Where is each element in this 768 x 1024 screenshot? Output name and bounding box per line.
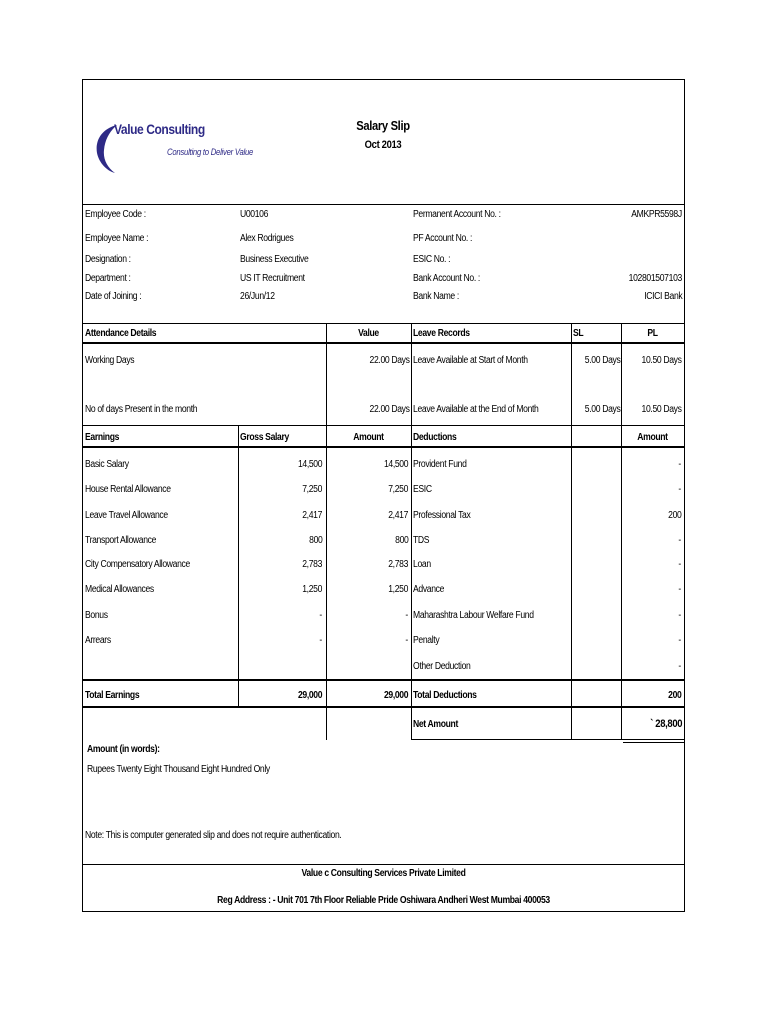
gross-value: 2,783 [302, 559, 322, 570]
gross-value: - [319, 610, 322, 621]
company-logo-name: Value Consulting [114, 121, 205, 137]
column-divider [621, 323, 622, 740]
authentication-note: Note: This is computer generated slip and does not require authentication. [85, 830, 342, 841]
pay-period: Oct 2013 [364, 139, 402, 151]
deduction-amount-header: Amount [637, 432, 668, 443]
leave-label: Leave Available at Start of Month [413, 355, 528, 366]
bank-name-value: ICICI Bank [643, 291, 682, 302]
earnings-header: Earnings [85, 432, 120, 443]
attendance-label: No of days Present in the month [85, 404, 198, 415]
gross-value: 1,250 [302, 584, 322, 595]
pl-value: 10.50 Days [641, 355, 682, 366]
sl-header: SL [573, 328, 584, 339]
employee-code-label: Employee Code : [85, 209, 146, 220]
footer-company-name: Value c Consulting Services Private Limited [301, 868, 466, 879]
attendance-value-header: Value [358, 328, 379, 339]
amount-value: - [405, 635, 408, 646]
deduction-label: Other Deduction [413, 661, 471, 672]
pan-value: AMKPR5598J [631, 209, 682, 220]
deduction-label: Provident Fund [413, 459, 467, 470]
sl-value: 5.00 Days [584, 355, 620, 366]
earning-label: City Compensatory Allowance [85, 559, 190, 570]
leave-records-header: Leave Records [413, 328, 470, 339]
amount-value: - [405, 610, 408, 621]
net-amount-value: ` 28,800 [650, 718, 682, 730]
deduction-value: - [678, 559, 681, 570]
deduction-value: - [678, 584, 681, 595]
amount-value: 7,250 [388, 484, 408, 495]
divider [83, 446, 684, 448]
gross-value: 7,250 [302, 484, 322, 495]
total-deductions-value: 200 [667, 690, 681, 701]
salary-slip [82, 79, 685, 912]
company-logo-tagline: Consulting to Deliver Value [167, 147, 254, 157]
earning-label: Basic Salary [85, 459, 129, 470]
total-deductions-label: Total Deductions [413, 690, 477, 701]
employee-name-label: Employee Name : [85, 233, 149, 244]
total-gross-value: 29,000 [297, 690, 322, 701]
employee-code-value: U00106 [240, 209, 269, 220]
esic-label: ESIC No. : [413, 254, 451, 265]
amount-value: 800 [394, 535, 408, 546]
column-divider [326, 323, 327, 740]
earning-amount-header: Amount [353, 432, 384, 443]
amount-value: 2,417 [388, 510, 408, 521]
page-title: Salary Slip [356, 118, 410, 133]
deduction-value: - [678, 610, 681, 621]
earning-label: Bonus [85, 610, 108, 621]
divider [83, 706, 684, 708]
gross-salary-header: Gross Salary [240, 432, 289, 443]
attendance-value: 22.00 Days [369, 404, 410, 415]
joining-date-label: Date of Joining : [85, 291, 142, 302]
bank-account-value: 102801507103 [628, 273, 682, 284]
leave-label: Leave Available at the End of Month [413, 404, 539, 415]
earning-label: Arrears [85, 635, 111, 646]
deduction-label: Loan [413, 559, 431, 570]
pf-account-label: PF Account No. : [413, 233, 473, 244]
gross-value: - [319, 635, 322, 646]
footer-address: Reg Address : - Unit 701 7th Floor Reliable Pride Oshiwara Andheri West Mumbai 400053 [217, 895, 550, 906]
pl-header: PL [647, 328, 658, 339]
employee-name-value: Alex Rodrigues [240, 233, 294, 244]
amount-value: 2,783 [388, 559, 408, 570]
total-amount-value: 29,000 [383, 690, 408, 701]
divider [83, 342, 684, 344]
department-label: Department : [85, 273, 131, 284]
deduction-label: TDS [413, 535, 430, 546]
gross-value: 800 [308, 535, 322, 546]
amount-value: 14,500 [383, 459, 408, 470]
designation-value: Business Executive [240, 254, 309, 265]
gross-value: 2,417 [302, 510, 322, 521]
attendance-value: 22.00 Days [369, 355, 410, 366]
column-divider [571, 323, 572, 740]
deduction-label: Penalty [413, 635, 440, 646]
amount-in-words-label: Amount (in words): [87, 744, 160, 755]
amount-value: 1,250 [388, 584, 408, 595]
designation-label: Designation : [85, 254, 131, 265]
deductions-header: Deductions [413, 432, 457, 443]
earning-label: Transport Allowance [85, 535, 157, 546]
deduction-label: Advance [413, 584, 445, 595]
sl-value: 5.00 Days [584, 404, 620, 415]
divider [411, 739, 684, 740]
amount-in-words-value: Rupees Twenty Eight Thousand Eight Hundred Only [87, 764, 270, 775]
earning-label: Leave Travel Allowance [85, 510, 168, 521]
column-divider [411, 323, 412, 740]
department-value: US IT Recruitment [240, 273, 305, 284]
deduction-value: 200 [667, 510, 681, 521]
deduction-value: - [678, 661, 681, 672]
deduction-value: - [678, 635, 681, 646]
bank-name-label: Bank Name : [413, 291, 459, 302]
deduction-value: - [678, 459, 681, 470]
pl-value: 10.50 Days [641, 404, 682, 415]
divider [83, 323, 684, 324]
earning-label: Medical Allowances [85, 584, 154, 595]
gross-value: 14,500 [297, 459, 322, 470]
pan-label: Permanent Account No. : [413, 209, 501, 220]
total-earnings-label: Total Earnings [85, 690, 140, 701]
earning-label: House Rental Allowance [85, 484, 171, 495]
joining-date-value: 26/Jun/12 [240, 291, 275, 302]
deduction-label: Professional Tax [413, 510, 471, 521]
attendance-label: Working Days [85, 355, 135, 366]
bank-account-label: Bank Account No. : [413, 273, 480, 284]
deduction-label: Maharashtra Labour Welfare Fund [413, 610, 534, 621]
attendance-details-header: Attendance Details [85, 328, 157, 339]
divider [623, 742, 684, 743]
divider [83, 864, 684, 865]
deduction-value: - [678, 535, 681, 546]
divider [83, 204, 684, 205]
column-divider [238, 425, 239, 707]
deduction-value: - [678, 484, 681, 495]
divider [83, 679, 684, 681]
net-amount-label: Net Amount [413, 719, 458, 730]
divider [83, 425, 684, 426]
deduction-label: ESIC [413, 484, 432, 495]
